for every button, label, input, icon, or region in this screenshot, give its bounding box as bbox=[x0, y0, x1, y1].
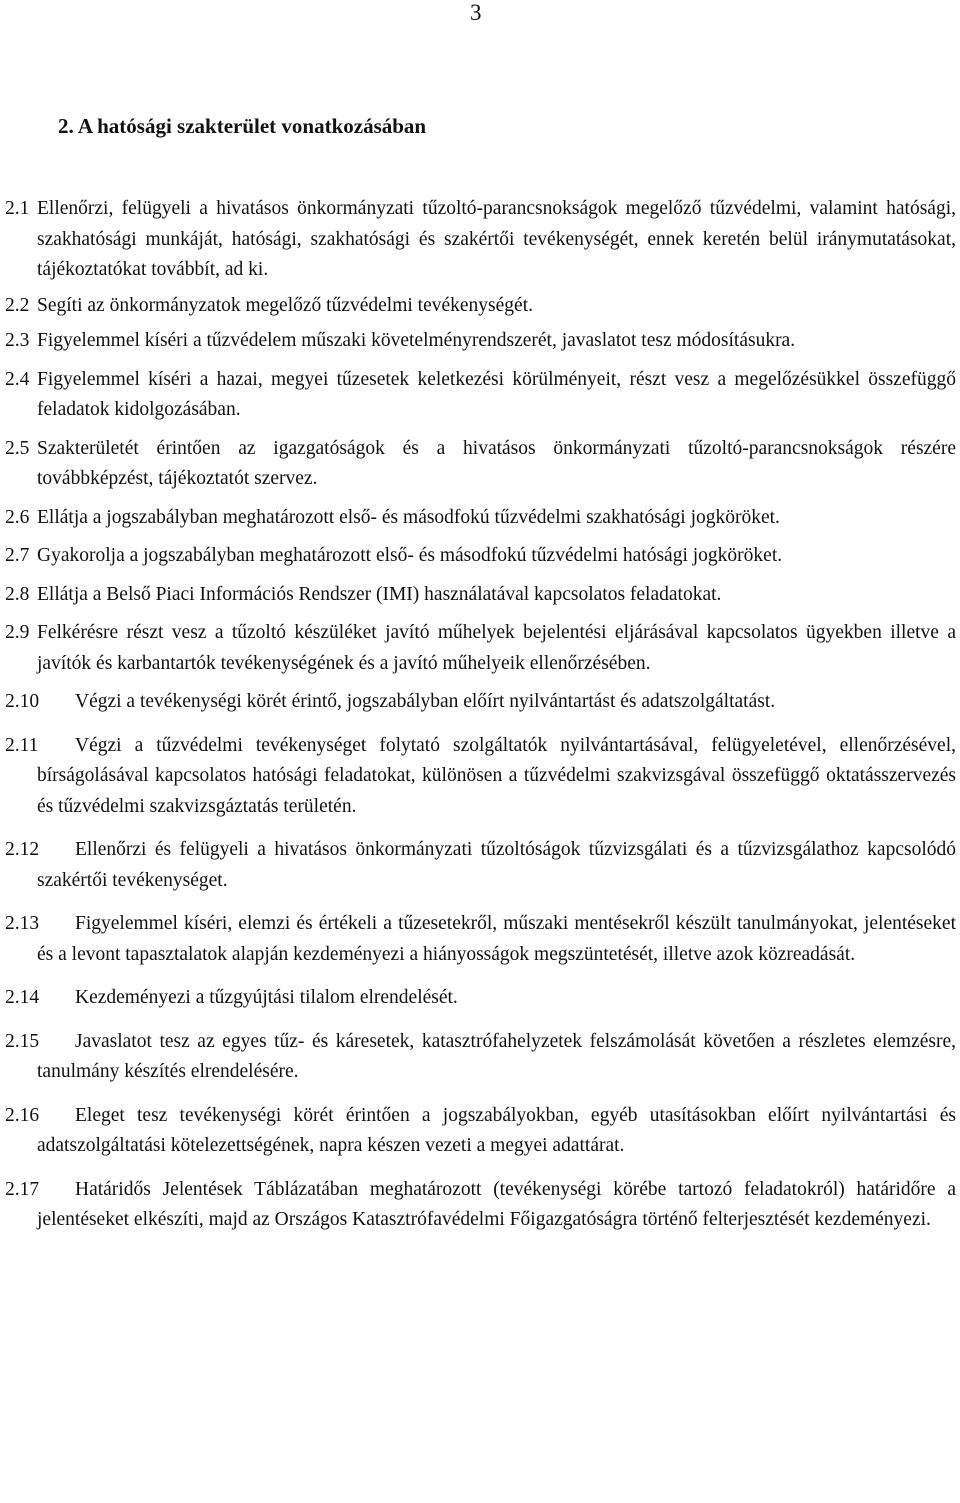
item-text: Végzi a tevékenységi körét érintő, jogszabályban előírt nyilvántartást és adatszolgáltatást. bbox=[75, 691, 776, 712]
list-item bbox=[5, 1175, 956, 1236]
list-item bbox=[5, 503, 956, 534]
list-item bbox=[5, 580, 956, 611]
item-text: Gyakorolja a jogszabályban meghatározott első- és másodfokú tűzvédelmi hatósági jogköröket. bbox=[37, 545, 783, 566]
item-text: Figyelemmel kíséri a tűzvédelem műszaki követelményrendszerét, javaslatot tesz módosításukra. bbox=[37, 330, 796, 351]
list-item bbox=[5, 835, 956, 896]
item-number: 2.15 bbox=[5, 1030, 40, 1052]
item-number: 2.16 bbox=[5, 1104, 40, 1126]
list-item bbox=[5, 731, 956, 823]
item-number: 2.2 bbox=[5, 294, 30, 316]
list-item bbox=[5, 541, 956, 572]
item-text: Figyelemmel kíséri a hazai, megyei tűzesetek keletkezési körülményeit, részt vesz a megelőzésükkel összefüggő feladatok kidolgozásában. bbox=[37, 368, 956, 420]
item-number: 2.12 bbox=[5, 839, 40, 860]
item-text: Ellátja a jogszabályban meghatározott első- és másodfokú tűzvédelmi szakhatósági jogköröket. bbox=[37, 506, 780, 528]
item-number: 2.4 bbox=[5, 368, 30, 390]
item-number: 2.3 bbox=[5, 330, 30, 351]
item-number: 2.6 bbox=[5, 506, 30, 528]
list-item bbox=[5, 326, 956, 357]
item-text: Javaslatot tesz az egyes tűz- és káresetek, katasztrófahelyzetek felszámolását követően a részletes elemzésre, tanulmány készítés elrendelésére. bbox=[37, 1030, 956, 1082]
item-list bbox=[5, 194, 956, 1236]
item-text: Segíti az önkormányzatok megelőző tűzvédelmi tevékenységét. bbox=[37, 294, 533, 316]
list-item bbox=[5, 618, 956, 679]
item-text: Eleget tesz tevékenységi körét érintően a jogszabályokban, egyéb utasításokban előírt nyilvántartási és adatszolgáltatási kötelezettségének, napra készen vezeti a megyei adattárat. bbox=[37, 1104, 956, 1156]
item-number: 2.11 bbox=[5, 734, 39, 756]
item-text: Ellátja a Belső Piaci Információs Rendszer (IMI) használatával kapcsolatos feladatokat. bbox=[37, 583, 722, 605]
item-number: 2.8 bbox=[5, 583, 30, 605]
item-number: 2.13 bbox=[5, 913, 40, 934]
item-number: 2.17 bbox=[5, 1178, 40, 1200]
list-item bbox=[5, 291, 956, 322]
list-item bbox=[5, 365, 956, 426]
item-text: Ellenőrzi és felügyeli a hivatásos önkormányzati tűzoltóságok tűzvizsgálati és a tűzvizsgálathoz kapcsolódó szakértői tevékenységet. bbox=[37, 839, 956, 891]
item-number: 2.5 bbox=[5, 437, 30, 459]
list-item bbox=[5, 909, 956, 970]
page-number: 3 bbox=[470, 0, 482, 25]
item-number: 2.10 bbox=[5, 691, 40, 712]
item-text: Határidős Jelentések Táblázatában meghatározott (tevékenységi körébe tartozó feladatokról) határidőre a jelentéseket elkészíti, majd az Országos Katasztrófavédelmi Főigazgatóságra történő felterjesztését kezdeményezi. bbox=[37, 1178, 956, 1230]
list-item bbox=[5, 687, 956, 718]
item-text: Végzi a tűzvédelmi tevékenységet folytató szolgáltatók nyilvántartásával, felügyeletével, ellenőrzésével, bírságolásával kapcsolatos hatósági feladatokat, különösen a tűzvédelmi szakvizsgával összefüggő oktatásszervezés és tűzvédelmi szakvizsgáztatás területén. bbox=[37, 734, 956, 817]
list-item bbox=[5, 434, 956, 495]
list-item bbox=[5, 983, 956, 1014]
item-text: Felkérésre részt vesz a tűzoltó készüléket javító műhelyek bejelentési eljárásával kapcsolatos ügyekben illetve a javítók és karbantartók tevékenységének és a javító műhelyeik ellenőrzésében. bbox=[37, 622, 956, 674]
list-item bbox=[5, 194, 956, 286]
item-number: 2.9 bbox=[5, 622, 30, 643]
item-number: 2.1 bbox=[5, 198, 30, 219]
item-text: Szakterületét érintően az igazgatóságok és a hivatásos önkormányzati tűzoltó-parancsnokságok részére továbbképzést, tájékoztatót szervez. bbox=[37, 437, 956, 489]
list-item bbox=[5, 1027, 956, 1088]
section-heading: 2. A hatósági szakterület vonatkozásában bbox=[58, 114, 427, 138]
list-item bbox=[5, 1101, 956, 1162]
item-number: 2.14 bbox=[5, 987, 40, 1008]
item-number: 2.7 bbox=[5, 545, 30, 566]
item-text: Figyelemmel kíséri, elemzi és értékeli a tűzesetekről, műszaki mentésekről készült tanulmányokat, jelentéseket és a levont tapasztalatok alapján kezdeményezi a hiányosságok megszüntetését, illetve azok közreadását. bbox=[37, 913, 956, 965]
item-text: Kezdeményezi a tűzgyújtási tilalom elrendelését. bbox=[75, 987, 458, 1008]
item-text: Ellenőrzi, felügyeli a hivatásos önkormányzati tűzoltó-parancsnokságok megelőző tűzvédelmi, valamint hatósági, szakhatósági munkáját, hatósági, szakhatósági és szakértői tevékenységét, ennek keretén belül iránymutatásokat, tájékoztatókat továbbít, ad ki. bbox=[37, 198, 956, 280]
